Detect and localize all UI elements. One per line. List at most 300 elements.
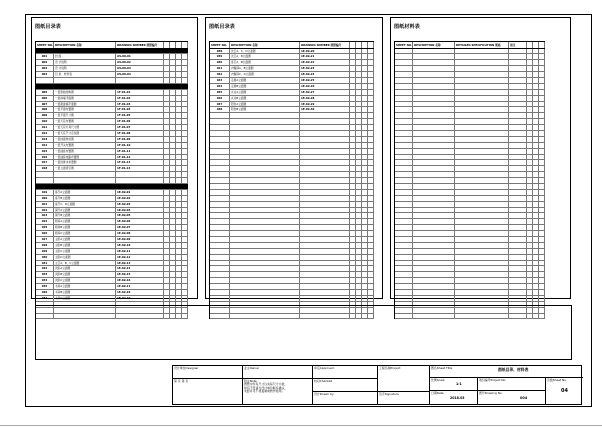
note-field xyxy=(243,379,313,405)
column-header: SHEET NO. xyxy=(37,43,54,47)
table-cell xyxy=(455,54,509,59)
table-cell xyxy=(413,84,455,89)
table-cell xyxy=(368,90,374,95)
table-cell xyxy=(230,143,300,148)
table-cell xyxy=(413,131,455,136)
table-cell xyxy=(509,249,527,254)
table-cell xyxy=(210,149,230,154)
table-cell xyxy=(539,137,545,142)
table-cell xyxy=(368,184,374,189)
table-cell: 走廊A立面图 xyxy=(230,78,300,83)
table-cell xyxy=(509,155,527,160)
table-cell xyxy=(230,172,300,177)
table-cell xyxy=(210,278,230,283)
column-header: SHEET NO. xyxy=(396,43,413,47)
table-cell xyxy=(368,131,374,136)
table-cell: 1E-02-20 xyxy=(300,49,350,54)
table-cell xyxy=(368,266,374,271)
table-cell xyxy=(539,131,545,136)
panel-title: 图纸目录表 xyxy=(209,24,236,30)
table-cell: 主卧B立面图 xyxy=(54,243,116,248)
designer-label: 设计单位Designer xyxy=(174,366,199,370)
table-cell: 006 xyxy=(36,96,54,101)
table-cell xyxy=(300,213,350,218)
column-header: DRAWING NUMBER 图纸编号 xyxy=(300,42,350,48)
table-cell: 1F-01-11 xyxy=(116,149,164,154)
table-cell xyxy=(182,119,188,124)
drawing-no-value: 004 xyxy=(520,396,528,400)
table-cell xyxy=(210,243,230,248)
column-header-blank xyxy=(539,42,545,48)
table-cell xyxy=(539,119,545,124)
table-cell: 029 xyxy=(36,249,54,254)
table-cell xyxy=(300,190,350,195)
table-cell xyxy=(300,231,350,236)
scale-label: 比例Scale xyxy=(431,378,445,382)
table-cell: 客厅C、D立面图 xyxy=(54,202,116,207)
table-cell xyxy=(368,190,374,195)
table-cell xyxy=(230,208,300,213)
table-cell xyxy=(455,78,509,83)
table-cell xyxy=(413,60,455,65)
table-cell xyxy=(395,178,413,183)
table-cell xyxy=(395,249,413,254)
table-cell xyxy=(368,278,374,283)
table-cell: 002 xyxy=(36,60,54,65)
table-cell xyxy=(509,90,527,95)
title-block xyxy=(172,365,582,405)
table-cell xyxy=(395,184,413,189)
table-cell xyxy=(116,78,164,83)
table-cell xyxy=(455,278,509,283)
table-cell xyxy=(413,278,455,283)
table-cell xyxy=(539,60,545,65)
table-cell xyxy=(455,113,509,118)
table-cell: 009 xyxy=(36,113,54,118)
table-cell: 封 面 xyxy=(54,54,116,59)
table-cell xyxy=(413,49,455,54)
table-cell: 1E-02-08 xyxy=(116,231,164,236)
table-cell xyxy=(182,202,188,207)
table-cell xyxy=(182,278,188,283)
table-cell xyxy=(210,178,230,183)
table-cell xyxy=(230,196,300,201)
table-cell: 030 xyxy=(36,255,54,260)
table-cell xyxy=(455,172,509,177)
column-header-blank xyxy=(368,42,374,48)
table-cell: 一层新建墙平面图 xyxy=(54,102,116,107)
table-cell: 1E-02-12 xyxy=(116,255,164,260)
table-cell xyxy=(455,137,509,142)
checked-field xyxy=(313,379,378,392)
table-cell: 017 xyxy=(36,160,54,165)
table-cell xyxy=(368,202,374,207)
table-cell: 次卫A、B立面图 xyxy=(230,54,300,59)
table-cell: 一层插座布置图 xyxy=(54,149,116,154)
table-cell xyxy=(413,249,455,254)
table-cell xyxy=(413,208,455,213)
table-cell: 001 xyxy=(36,54,54,59)
table-cell xyxy=(539,184,545,189)
table-cell xyxy=(455,66,509,71)
table-cell xyxy=(509,160,527,165)
table-cell xyxy=(455,208,509,213)
table-cell xyxy=(413,272,455,277)
table-cell xyxy=(395,84,413,89)
drawing-list-table xyxy=(209,41,374,319)
table-cell xyxy=(368,172,374,177)
sheet-title-field xyxy=(430,366,583,378)
table-cell xyxy=(509,208,527,213)
project-no-field xyxy=(478,378,546,391)
project-field xyxy=(378,366,430,392)
table-cell xyxy=(455,160,509,165)
table-cell xyxy=(230,131,300,136)
table-cell xyxy=(413,160,455,165)
table-cell xyxy=(539,49,545,54)
table-cell: 1E-02-21 xyxy=(300,54,350,59)
table-cell xyxy=(182,178,188,183)
drawing-list-panel-2 xyxy=(205,17,383,299)
table-cell xyxy=(455,290,509,295)
table-cell xyxy=(182,231,188,236)
table-cell: 020 xyxy=(36,196,54,201)
table-cell: 1E-02-01 xyxy=(116,190,164,195)
table-cell xyxy=(54,184,116,189)
table-cell xyxy=(395,208,413,213)
table-cell: 007 xyxy=(36,102,54,107)
table-cell xyxy=(210,290,230,295)
table-cell: 一层给排水布置图 xyxy=(54,160,116,165)
table-cell xyxy=(36,184,54,189)
table-cell: 045 xyxy=(210,90,230,95)
table-cell xyxy=(395,155,413,160)
table-cell xyxy=(509,60,527,65)
table-cell xyxy=(509,219,527,224)
table-cell: 005 xyxy=(36,90,54,95)
table-cell xyxy=(413,113,455,118)
table-cell xyxy=(210,125,230,130)
table-cell xyxy=(230,243,300,248)
table-cell xyxy=(368,290,374,295)
table-cell xyxy=(539,107,545,112)
table-cell: AS-00-04 xyxy=(116,72,164,77)
table-cell xyxy=(455,225,509,230)
table-cell xyxy=(210,196,230,201)
table-cell: 设 计说明 xyxy=(54,60,116,65)
table-cell: 003 xyxy=(36,66,54,71)
table-cell: 一层开关布置图 xyxy=(54,143,116,148)
table-cell: 1E-02-27 xyxy=(300,90,350,95)
table-cell xyxy=(455,60,509,65)
table-cell xyxy=(210,137,230,142)
table-cell: 阳台A立面图 xyxy=(230,102,300,107)
table-cell xyxy=(182,196,188,201)
table-cell xyxy=(230,266,300,271)
table-cell: 019 xyxy=(36,190,54,195)
table-cell xyxy=(509,202,527,207)
table-cell xyxy=(509,278,527,283)
table-cell: 032 xyxy=(36,266,54,271)
table-cell xyxy=(395,143,413,148)
table-cell xyxy=(509,178,527,183)
table-cell xyxy=(54,172,116,177)
table-cell xyxy=(539,54,545,59)
table-cell xyxy=(455,149,509,154)
table-cell xyxy=(413,243,455,248)
table-cell xyxy=(539,155,545,160)
table-cell: AS-00-02 xyxy=(116,60,164,65)
table-cell: 1F-01-08 xyxy=(116,131,164,136)
table-cell: 一层拆墙平面图 xyxy=(54,96,116,101)
table-cell xyxy=(539,96,545,101)
table-cell: 041 xyxy=(210,66,230,71)
table-cell: 011 xyxy=(36,125,54,130)
table-cell xyxy=(182,54,188,59)
table-cell xyxy=(368,72,374,77)
table-cell: 厨房C立面图 xyxy=(54,231,116,236)
table-cell xyxy=(368,60,374,65)
table-cell xyxy=(509,184,527,189)
table-cell xyxy=(368,119,374,124)
table-cell xyxy=(230,137,300,142)
table-cell xyxy=(368,96,374,101)
table-cell xyxy=(368,125,374,130)
table-cell: 1F-01-05 xyxy=(116,113,164,118)
table-cell: 一层天花尺寸定位图 xyxy=(54,131,116,136)
table-cell: 1E-02-07 xyxy=(116,225,164,230)
table-cell xyxy=(230,113,300,118)
table-cell: 028 xyxy=(36,243,54,248)
table-cell xyxy=(300,178,350,183)
table-cell: 1E-02-14 xyxy=(116,266,164,271)
table-cell xyxy=(395,125,413,130)
table-cell xyxy=(455,219,509,224)
table-cell xyxy=(509,54,527,59)
table-cell: 书房C立面图 xyxy=(54,296,116,301)
table-cell xyxy=(539,272,545,277)
table-cell xyxy=(368,113,374,118)
table-cell xyxy=(413,231,455,236)
table-cell xyxy=(413,255,455,260)
table-cell xyxy=(182,208,188,213)
table-cell: 主卧D立面图 xyxy=(54,255,116,260)
table-cell xyxy=(509,84,527,89)
table-cell xyxy=(455,119,509,124)
table-cell xyxy=(300,266,350,271)
table-cell xyxy=(539,249,545,254)
column-header: SHEET NO. xyxy=(210,42,230,48)
note-text: 如有不符请与设计单位联系确认， xyxy=(244,385,288,390)
column-header-blank xyxy=(182,42,188,48)
drawn-label: 设计Drawn by xyxy=(314,392,334,396)
column-header: DESCRIPTION 名称 xyxy=(54,42,116,48)
table-cell: 玄关B立面图 xyxy=(230,96,300,101)
table-cell xyxy=(210,208,230,213)
table-cell xyxy=(182,219,188,224)
table-cell xyxy=(539,243,545,248)
signature-field xyxy=(378,392,430,405)
table-cell xyxy=(455,166,509,171)
table-cell xyxy=(509,231,527,236)
table-cell xyxy=(210,143,230,148)
table-cell xyxy=(413,66,455,71)
table-cell xyxy=(182,266,188,271)
table-cell xyxy=(210,272,230,277)
table-cell xyxy=(413,90,455,95)
table-cell xyxy=(230,125,300,130)
table-cell xyxy=(455,249,509,254)
table-cell xyxy=(36,78,54,83)
table-cell xyxy=(182,72,188,77)
table-cell: 004 xyxy=(36,72,54,77)
table-cell xyxy=(368,84,374,89)
table-cell xyxy=(539,231,545,236)
table-cell xyxy=(509,237,527,242)
table-cell: 026 xyxy=(36,231,54,236)
table-cell xyxy=(395,96,413,101)
table-cell xyxy=(395,261,413,266)
table-cell xyxy=(395,107,413,112)
table-cell xyxy=(116,172,164,177)
table-cell: 客厅B立面图 xyxy=(54,196,116,201)
table-cell: AS-00-01 xyxy=(116,54,164,59)
table-cell xyxy=(509,166,527,171)
table-cell xyxy=(539,278,545,283)
table-cell xyxy=(182,190,188,195)
table-cell: 036 xyxy=(36,290,54,295)
table-cell xyxy=(539,213,545,218)
table-cell xyxy=(182,102,188,107)
drawing-list-panel-1 xyxy=(31,17,198,299)
table-cell xyxy=(182,113,188,118)
table-cell: 次卧C立面图 xyxy=(54,278,116,283)
table-cell xyxy=(413,196,455,201)
table-cell xyxy=(230,237,300,242)
table-cell xyxy=(368,54,374,59)
table-cell xyxy=(413,213,455,218)
column-header: DRAWING NUMBER 图纸编号 xyxy=(116,42,164,48)
table-cell: 008 xyxy=(36,107,54,112)
table-cell xyxy=(455,261,509,266)
table-cell xyxy=(395,231,413,236)
table-cell xyxy=(182,249,188,254)
table-cell xyxy=(539,202,545,207)
table-cell xyxy=(368,237,374,242)
table-cell xyxy=(455,190,509,195)
table-cell xyxy=(182,149,188,154)
scale-field xyxy=(430,378,478,391)
table-cell xyxy=(368,49,374,54)
drawn-field xyxy=(313,392,378,405)
table-cell xyxy=(182,184,188,189)
table-cell: 047 xyxy=(210,102,230,107)
table-cell xyxy=(230,166,300,171)
table-cell xyxy=(182,237,188,242)
table-cell xyxy=(36,49,54,54)
table-cell xyxy=(413,184,455,189)
table-cell: 1E-02-24 xyxy=(300,72,350,77)
table-cell xyxy=(395,49,413,54)
table-cell xyxy=(413,137,455,142)
table-cell xyxy=(368,137,374,142)
table-cell xyxy=(182,261,188,266)
table-cell: 013 xyxy=(36,137,54,142)
table-cell: 一层地面材质图 xyxy=(54,137,116,142)
table-cell xyxy=(455,90,509,95)
table-cell xyxy=(182,90,188,95)
owner-label: 业主Owner xyxy=(244,366,260,370)
table-cell xyxy=(413,119,455,124)
table-cell xyxy=(539,290,545,295)
table-cell: 014 xyxy=(36,143,54,148)
table-cell xyxy=(395,272,413,277)
table-cell xyxy=(210,119,230,124)
table-cell: 一层原始结构图 xyxy=(54,90,116,95)
table-cell xyxy=(300,160,350,165)
table-cell xyxy=(395,278,413,283)
table-cell xyxy=(368,178,374,183)
table-cell xyxy=(230,231,300,236)
table-cell xyxy=(413,190,455,195)
sheet-no-label: 页数Sheet No. xyxy=(547,378,567,382)
table-cell: 目 录、材料表 xyxy=(54,72,116,77)
table-cell: 1E-02-26 xyxy=(300,84,350,89)
table-cell: 1E-02-17 xyxy=(116,284,164,289)
table-cell xyxy=(509,172,527,177)
table-cell xyxy=(116,84,164,89)
table-cell xyxy=(395,113,413,118)
table-cell xyxy=(455,155,509,160)
table-cell xyxy=(395,296,413,301)
table-cell xyxy=(395,66,413,71)
table-cell xyxy=(395,60,413,65)
table-cell xyxy=(455,184,509,189)
table-cell: 客卫A、B立面图 xyxy=(230,60,300,65)
table-cell xyxy=(368,107,374,112)
table-cell xyxy=(539,125,545,130)
table-cell xyxy=(413,155,455,160)
table-cell xyxy=(509,143,527,148)
table-cell xyxy=(455,296,509,301)
table-cell xyxy=(210,261,230,266)
table-cell: 012 xyxy=(36,131,54,136)
table-cell: 一层天花布置图 xyxy=(54,119,116,124)
table-cell: 1F-01-10 xyxy=(116,143,164,148)
checked-label: 校对Checked xyxy=(314,379,333,383)
table-cell xyxy=(539,208,545,213)
table-cell xyxy=(368,296,374,301)
column-header: DESCRIPTION 名称 xyxy=(230,42,300,48)
table-cell xyxy=(455,107,509,112)
table-cell: 042 xyxy=(210,72,230,77)
scale-value: 1:1 xyxy=(456,382,462,386)
table-cell: 1F-01-02 xyxy=(116,96,164,101)
table-cell xyxy=(182,255,188,260)
table-cell xyxy=(210,249,230,254)
table-cell: 书房A立面图 xyxy=(54,284,116,289)
table-cell xyxy=(300,143,350,148)
table-cell: 次卧B立面图 xyxy=(54,272,116,277)
table-cell xyxy=(230,184,300,189)
table-cell xyxy=(395,166,413,171)
table-cell xyxy=(539,113,545,118)
table-cell xyxy=(455,237,509,242)
table-cell xyxy=(539,190,545,195)
table-cell: 1E-02-03 xyxy=(116,202,164,207)
table-cell: 037 xyxy=(36,296,54,301)
table-cell xyxy=(455,255,509,260)
